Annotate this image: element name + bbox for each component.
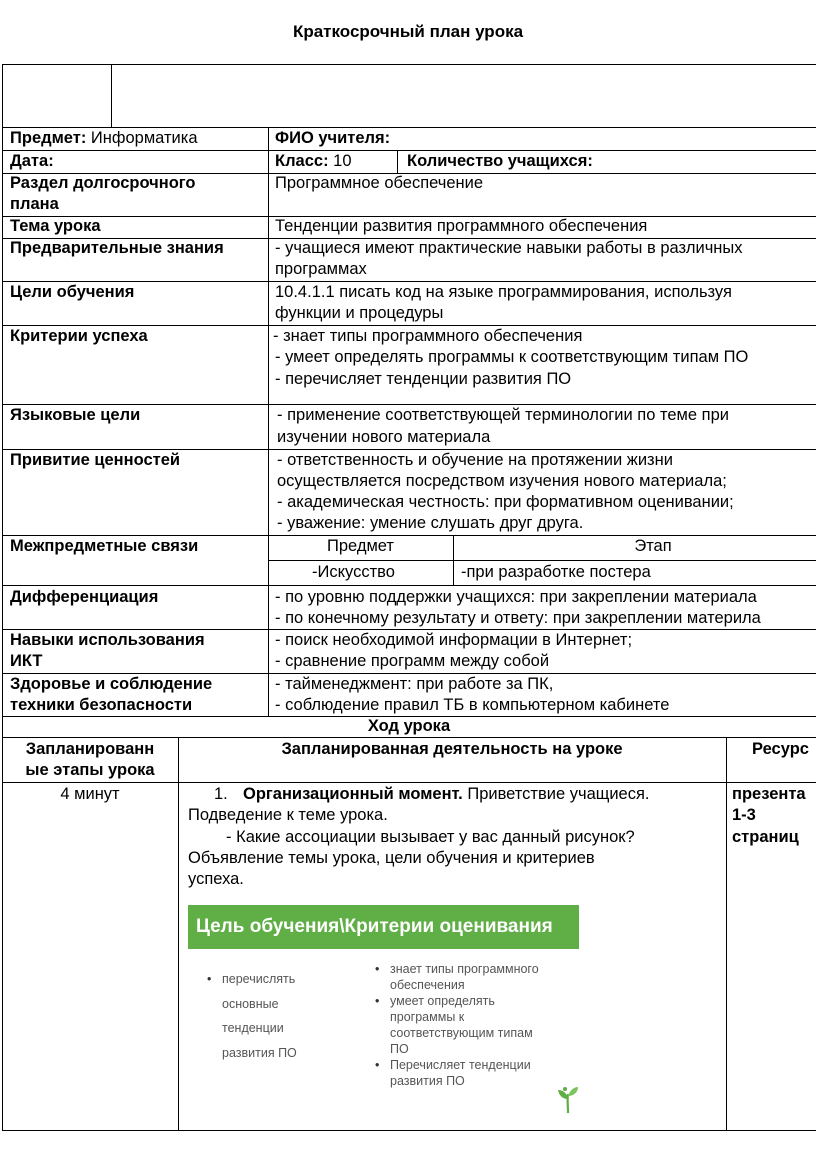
criteria-line: - знает типы программного обеспечения: [273, 327, 583, 345]
language-goals-label: Языковые цели: [10, 406, 141, 424]
crosscurricular-subject-header: Предмет: [326, 537, 394, 555]
resource-line: страниц: [732, 828, 799, 846]
activity-line: - Какие ассоциации вызывает у вас данный рисунок?: [226, 828, 635, 846]
values-line: - уважение: умение слушать друг друга.: [277, 514, 584, 532]
values-label: Привитие ценностей: [10, 451, 181, 469]
list-item: • знает типы программного обеспечения: [375, 962, 539, 992]
ict-label-1: Навыки использования: [10, 631, 205, 649]
criteria-label: Критерии успеха: [10, 327, 148, 345]
resource-line: 1-3: [732, 806, 756, 824]
activity-number: 1.: [214, 785, 228, 803]
crosscurricular-stage-value: -при разработке постера: [461, 563, 651, 581]
slide-right-column: [373, 961, 539, 1089]
ict-label-2: ИКТ: [10, 652, 43, 670]
health-label-1: Здоровье и соблюдение: [10, 675, 213, 693]
resources-header: Ресурс: [752, 740, 809, 758]
language-goals-line: изучении нового материала: [277, 428, 491, 446]
differentiation-line: - по уровню поддержки учащихся: при закреплении материала: [275, 588, 757, 606]
list-item: • умеет определять программы к соответствующим типам ПО: [375, 994, 533, 1056]
goals-line: 10.4.1.1 писать код на языке программирования, используя: [275, 283, 732, 301]
values-line: - академическая честность: при формативном оценивании;: [277, 493, 734, 511]
list-item: • Перечисляет тенденции развития ПО: [375, 1058, 531, 1088]
list-item: развития ПО: [222, 1045, 297, 1060]
teacher-label: ФИО учителя:: [275, 129, 391, 147]
subject-label: Предмет: Информатика: [10, 129, 198, 147]
health-label-2: техники безопасности: [10, 696, 193, 714]
goals-label: Цели обучения: [10, 283, 135, 301]
list-item: тенденции: [222, 1021, 284, 1035]
sprout-logo-icon: [556, 1085, 580, 1115]
goals-line: функции и процедуры: [275, 304, 444, 322]
differentiation-line: - по конечному результату и ответу: при закреплении материла: [275, 609, 761, 627]
resource-line: презента: [732, 785, 806, 803]
student-count-label: Количество учащихся:: [407, 152, 593, 170]
section-value: Программное обеспечение: [275, 174, 484, 192]
slide-left-column: [205, 967, 297, 1065]
crosscurricular-stage-header: Этап: [634, 537, 672, 555]
activity-line: Организационный момент. Приветствие учащиеся.: [243, 785, 650, 803]
prior-knowledge-line: программах: [275, 260, 367, 278]
stage-time: 4 минут: [60, 785, 120, 803]
health-line: - тайменеджмент: при работе за ПК,: [275, 675, 554, 693]
differentiation-label: Дифференциация: [10, 588, 159, 606]
list-item: основные: [222, 996, 279, 1011]
activity-header: Запланированная деятельность на уроке: [281, 740, 623, 758]
crosscurricular-subject-value: -Искусство: [312, 563, 395, 581]
crosscurricular-label: Межпредметные связи: [10, 537, 199, 555]
stages-header-1: Запланированн: [25, 740, 155, 758]
date-label: Дата:: [10, 152, 54, 170]
section-label-1: Раздел долгосрочного: [10, 174, 196, 192]
health-line: - соблюдение правил ТБ в компьютерном кабинете: [275, 696, 670, 714]
list-item: • перечислять: [207, 972, 296, 986]
slide-header: Цель обучения\Критерии оценивания: [188, 905, 579, 949]
criteria-line: - умеет определять программы к соответствующим типам ПО: [275, 348, 749, 366]
activity-line: Подведение к теме урока.: [188, 806, 388, 824]
values-line: - ответственность и обучение на протяжении жизни: [277, 451, 673, 469]
prior-knowledge-line: - учащиеся имеют практические навыки работы в различных: [275, 239, 743, 257]
slide-image: [188, 905, 580, 1120]
class-field: Класс: 10: [275, 152, 352, 170]
values-line: осуществляется посредством изучения нового материала;: [277, 472, 727, 490]
prior-knowledge-label: Предварительные знания: [10, 239, 224, 257]
ict-line: - сравнение программ между собой: [275, 652, 550, 670]
section-label-2: плана: [10, 195, 59, 213]
lesson-heading: Ход урока: [367, 717, 451, 735]
ict-line: - поиск необходимой информации в Интернет;: [275, 631, 633, 649]
topic-value: Тенденции развития программного обеспечения: [275, 217, 648, 235]
criteria-line: - перечисляет тенденции развития ПО: [275, 370, 572, 388]
activity-line: Объявление темы урока, цели обучения и критериев: [188, 849, 595, 867]
language-goals-line: - применение соответствующей терминологии по теме при: [277, 406, 729, 424]
activity-line: успеха.: [188, 870, 244, 888]
page-title: Краткосрочный план урока: [292, 22, 524, 41]
stages-header-2: ые этапы урока: [25, 761, 155, 779]
topic-label: Тема урока: [10, 217, 101, 235]
